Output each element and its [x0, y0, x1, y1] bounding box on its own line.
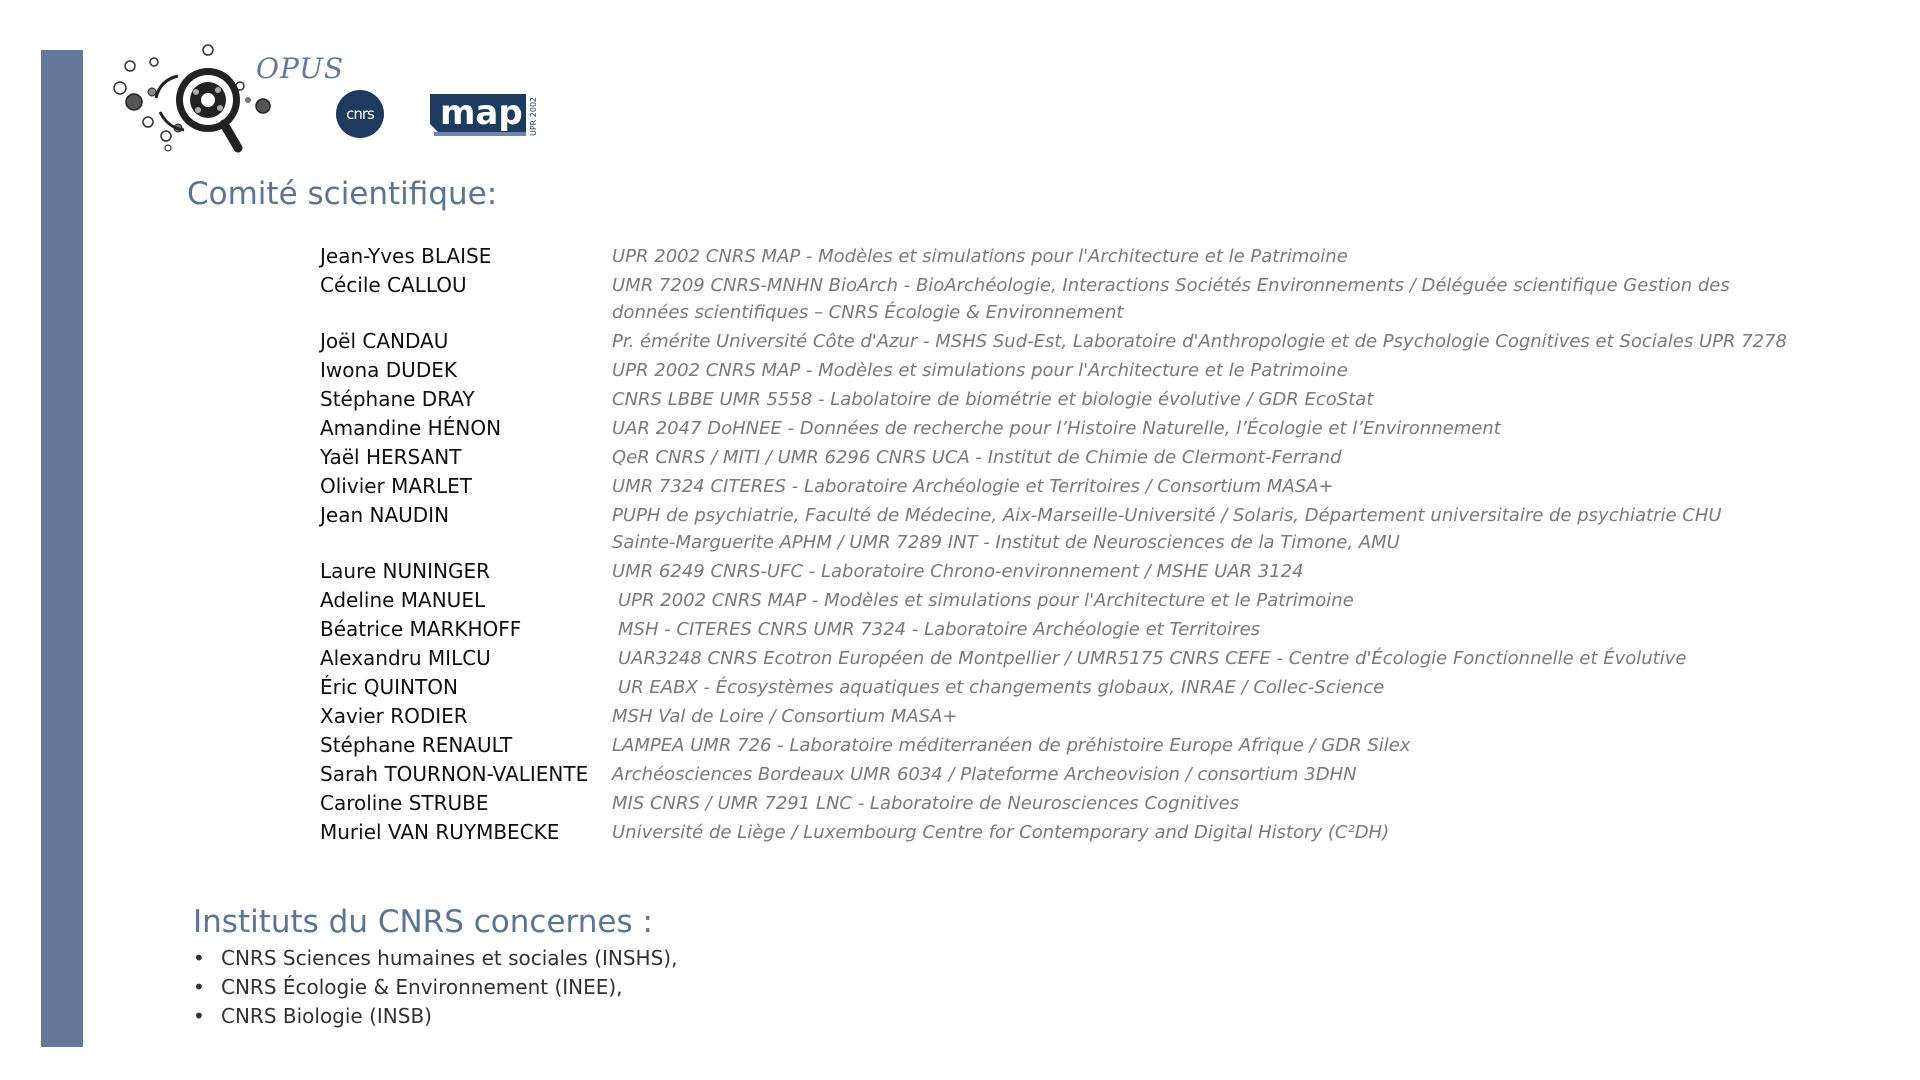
opus-logo-text: OPUS: [256, 52, 345, 85]
member-affiliation: UMR 7209 CNRS-MNHN BioArch - BioArchéologie, Interactions Sociétés Environnements / Déléguée scientifique Gestion des données scientifiques – CNRS Écologie & Environnement: [612, 275, 1730, 323]
member-name: Muriel VAN RUYMBECKE: [320, 820, 560, 844]
institute-label: CNRS Sciences humaines et sociales (INSHS),: [221, 946, 678, 970]
member-row: [320, 356, 1790, 385]
member-row: [320, 760, 1790, 789]
member-row: [320, 702, 1790, 731]
member-row: [320, 501, 1790, 557]
member-name: Caroline STRUBE: [320, 791, 489, 815]
member-name: Laure NUNINGER: [320, 559, 490, 583]
member-affiliation: UAR3248 CNRS Ecotron Européen de Montpellier / UMR5175 CNRS CEFE - Centre d'Écologie Fonctionnelle et Évolutive: [618, 648, 1687, 669]
member-name: Joël CANDAU: [320, 329, 449, 353]
logo-strip: [108, 40, 578, 160]
member-name: Olivier MARLET: [320, 474, 472, 498]
member-affiliation: QeR CNRS / MITI / UMR 6296 CNRS UCA - Institut de Chimie de Clermont-Ferrand: [612, 447, 1342, 468]
member-affiliation: MSH - CITERES CNRS UMR 7324 - Laboratoire Archéologie et Territoires: [618, 619, 1261, 640]
cnrs-logo: [336, 90, 384, 138]
member-name: Stéphane DRAY: [320, 387, 475, 411]
member-name: Cécile CALLOU: [320, 273, 467, 297]
committee-member-list: [320, 242, 1790, 847]
member-affiliation: Pr. émérite Université Côte d'Azur - MSHS Sud-Est, Laboratoire d'Anthropologie et de Psychologie Cognitives et Sociales UPR 7278: [612, 331, 1788, 352]
member-name: Stéphane RENAULT: [320, 733, 513, 757]
member-row: [320, 615, 1790, 644]
member-affiliation: UMR 6249 CNRS-UFC - Laboratoire Chrono-environnement / MSHE UAR 3124: [612, 561, 1304, 582]
bullet-icon: •: [193, 1004, 205, 1028]
member-row: [320, 472, 1790, 501]
institute-list: [193, 944, 677, 1031]
cnrs-logo-text: cnrs: [346, 105, 374, 123]
member-row: [320, 557, 1790, 586]
member-affiliation: Université de Liège / Luxembourg Centre for Contemporary and Digital History (C²DH): [612, 822, 1390, 843]
member-name: Jean-Yves BLAISE: [320, 244, 492, 268]
member-affiliation: UR EABX - Écosystèmes aquatiques et changements globaux, INRAE / Collec-Science: [618, 677, 1385, 698]
member-row: [320, 327, 1790, 356]
member-name: Iwona DUDEK: [320, 358, 457, 382]
member-affiliation: UPR 2002 CNRS MAP - Modèles et simulations pour l'Architecture et le Patrimoine: [612, 360, 1348, 381]
member-row: [320, 271, 1790, 327]
map-logo-text: map: [440, 93, 523, 133]
member-affiliation: UMR 7324 CITERES - Laboratoire Archéologie et Territoires / Consortium MASA+: [612, 476, 1334, 497]
institutes-title: Instituts du CNRS concernes :: [193, 904, 653, 940]
member-affiliation: UAR 2047 DoHNEE - Données de recherche pour l’Histoire Naturelle, l’Écologie et l’Environnement: [612, 418, 1501, 439]
map-logo: [430, 88, 540, 140]
member-row: [320, 414, 1790, 443]
member-row: [320, 673, 1790, 702]
institute-label: CNRS Biologie (INSB): [221, 1004, 432, 1028]
member-row: [320, 586, 1790, 615]
member-name: Xavier RODIER: [320, 704, 468, 728]
member-row: [320, 385, 1790, 414]
member-affiliation: CNRS LBBE UMR 5558 - Labolatoire de biométrie et biologie évolutive / GDR EcoStat: [612, 389, 1374, 410]
sidebar-accent-bar: [41, 50, 83, 1047]
member-row: [320, 731, 1790, 760]
member-name: Adeline MANUEL: [320, 588, 486, 612]
institute-item: [193, 1002, 677, 1031]
member-row: [320, 789, 1790, 818]
bullet-icon: •: [193, 975, 205, 999]
bullet-icon: •: [193, 946, 205, 970]
committee-title: Comité scientifique:: [187, 176, 498, 212]
member-affiliation: MSH Val de Loire / Consortium MASA+: [612, 706, 958, 727]
member-row: [320, 242, 1790, 271]
map-logo-subtext: UPR 2002: [529, 96, 538, 136]
member-name: Alexandru MILCU: [320, 646, 491, 670]
member-affiliation: UPR 2002 CNRS MAP - Modèles et simulations pour l'Architecture et le Patrimoine: [618, 590, 1354, 611]
institute-label: CNRS Écologie & Environnement (INEE),: [221, 975, 623, 999]
member-affiliation: PUPH de psychiatrie, Faculté de Médecine, Aix-Marseille-Université / Solaris, Département universitaire de psychiatrie CHU Sainte-Marguerite APHM / UMR 7289 INT - Institut de Neurosciences de la Timone, AMU: [612, 505, 1722, 553]
member-row: [320, 818, 1790, 847]
member-affiliation: Archéosciences Bordeaux UMR 6034 / Plateforme Archeovision / consortium 3DHN: [612, 764, 1357, 785]
member-name: Jean NAUDIN: [320, 503, 450, 527]
member-name: Amandine HÉNON: [320, 416, 502, 440]
member-affiliation: UPR 2002 CNRS MAP - Modèles et simulations pour l'Architecture et le Patrimoine: [612, 246, 1348, 267]
member-name: Yaël HERSANT: [320, 445, 462, 469]
member-row: [320, 443, 1790, 472]
institute-item: [193, 973, 677, 1002]
member-name: Éric QUINTON: [320, 675, 458, 699]
member-affiliation: MIS CNRS / UMR 7291 LNC - Laboratoire de Neurosciences Cognitives: [612, 793, 1240, 814]
member-affiliation: LAMPEA UMR 726 - Laboratoire méditerranéen de préhistoire Europe Afrique / GDR Silex: [612, 735, 1411, 756]
member-row: [320, 644, 1790, 673]
member-name: Sarah TOURNON-VALIENTE: [320, 762, 589, 786]
member-name: Béatrice MARKHOFF: [320, 617, 522, 641]
institute-item: [193, 944, 677, 973]
